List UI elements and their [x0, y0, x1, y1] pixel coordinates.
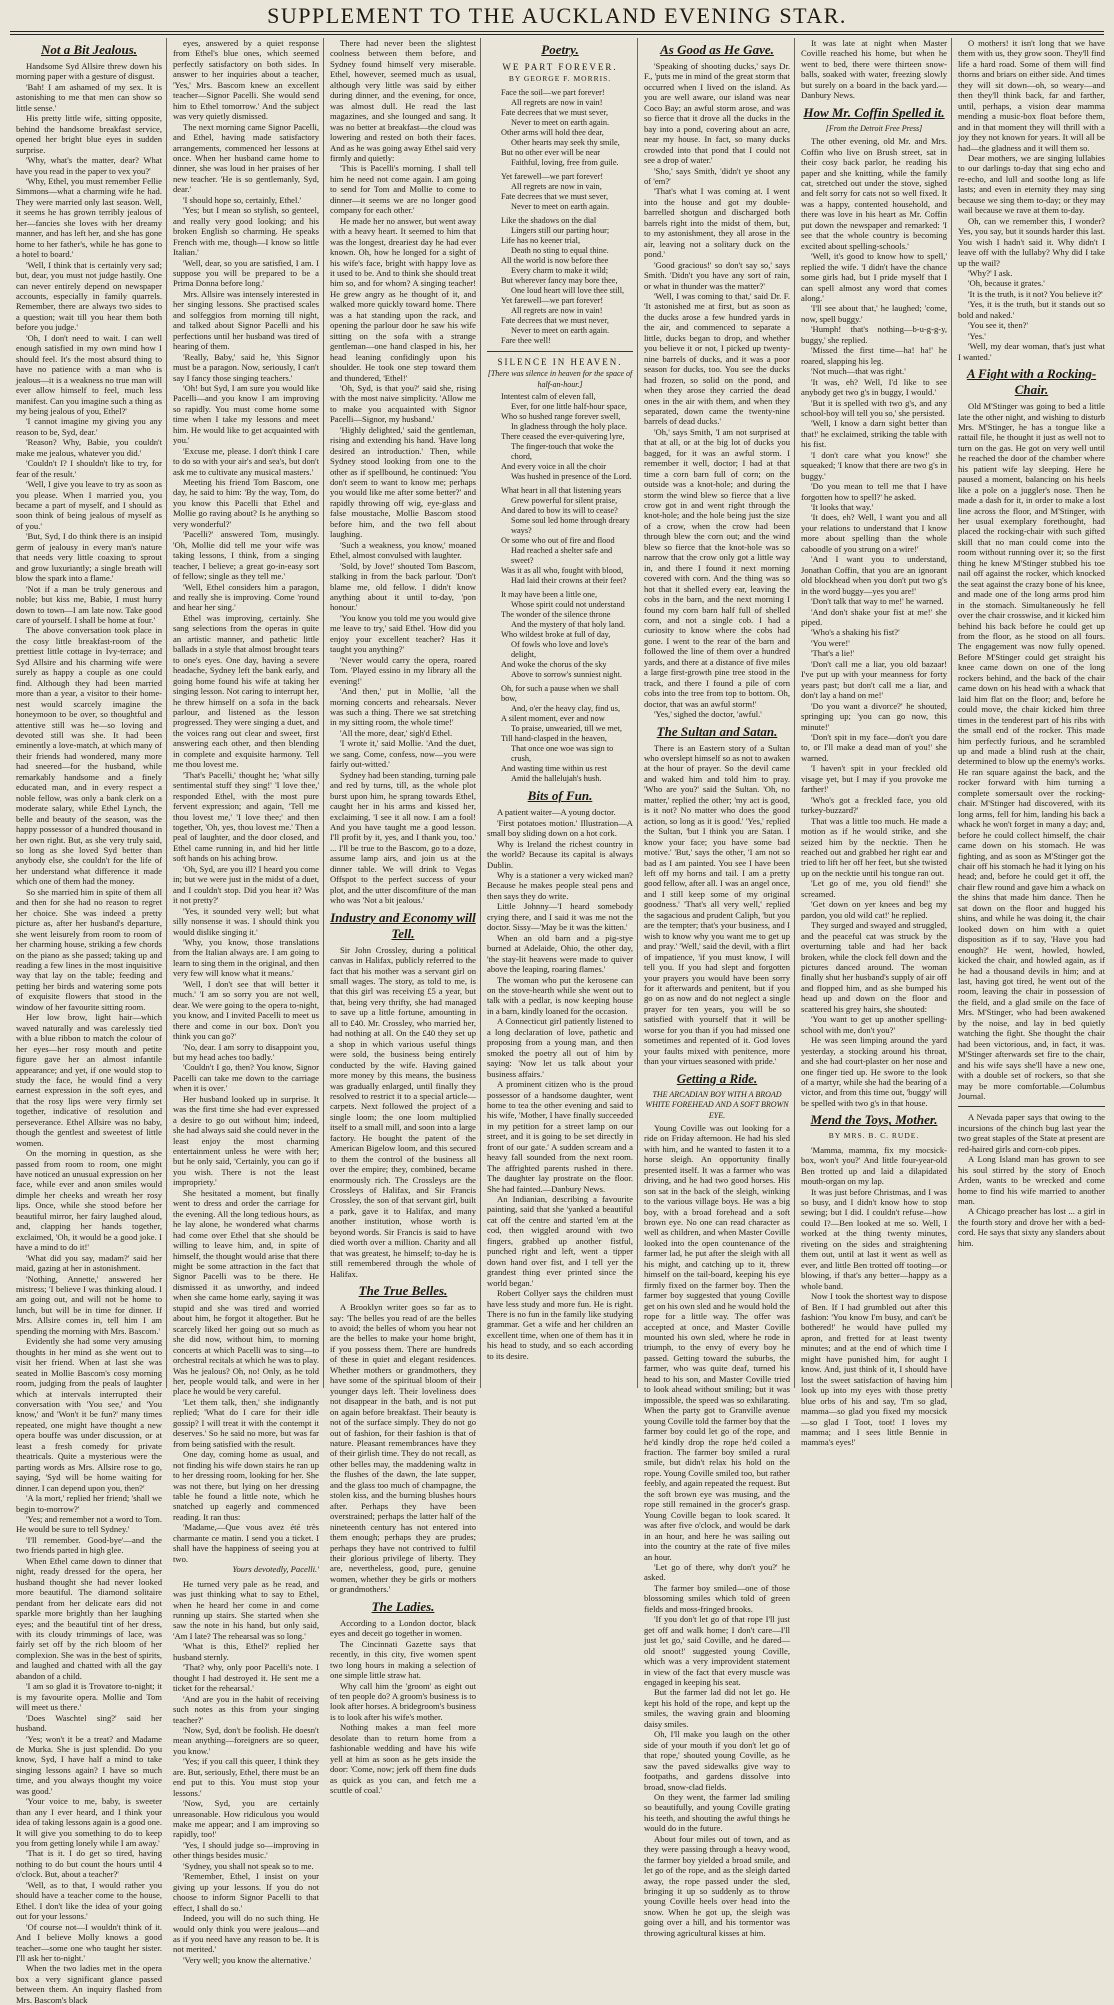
masthead-rule — [10, 31, 1104, 35]
article-paragraph: 'Well, I give you leave to try as soon as you please. When I married you, you became a part of myself, and I should as soon think of being jealous of myself as of you.' — [16, 479, 162, 531]
poem-line: All regrets are now in vain! — [511, 97, 603, 107]
poem-line: And the mystery of that holy land. — [511, 620, 626, 630]
article-paragraph: 'And then,' put in Mollie, 'all the morning concerts and rehearsals. Never was such a thing. There we sat stretching in my sitting room, the whole time!' — [330, 686, 476, 728]
article-paragraph: 'Never would carry the opera, roared Tom. 'Played essino in my library all the evening!' — [330, 654, 476, 686]
section-rule — [487, 351, 633, 352]
article-paragraph: 'I don't care what you know!' she squeaked; 'I know that there are two g's in buggy.' — [801, 449, 947, 481]
poem-line: Fare thee well! — [501, 335, 551, 345]
article-paragraph: 'Oh, because it grates.' — [968, 278, 1045, 289]
article-paragraph: Sydney had been standing, turning pale and red by turns, till, as the whole plot burst upon him, he sprang towards Ethel, caught her in his arms and kissed her, exclaiming, 'I see it all now. I am a fool! And you have taught me a good lesson. I'll profit by it, yes, and I thank you, too.' ... I'll be true to the Bascom, go to a doze, assume lamp airs, and join us at the dinner table. We will drink to Vegas Offspot to the perfect success of your plot, and the utter discomfiture of the man who was 'Not a bit jealous.' — [330, 769, 476, 906]
poem-line: Was hushed in presence of the Lord. — [511, 472, 632, 482]
article-paragraph: 'First potatoes motion.' Illustration—A small boy sliding down on a hot cork. — [487, 817, 633, 839]
article-paragraph: 'Very well; you know the alternative.' — [183, 1954, 312, 1965]
article-paragraph: 'Excuse me, please. I don't think I care to do so with your air's and sea's, but don't ask me to cultivate any musical masters.' — [173, 445, 319, 477]
poem-line: All regrets are now in vain, — [511, 181, 602, 191]
article-paragraph: 'That? why, only poor Pacelli's note. I thought I had destroyed it. He sent me a ticket for the rehearsal.' — [173, 1662, 319, 1694]
article-paragraph: He was seen limping around the yard yesterday, a stocking around his throat, and she had court-plaster on her nose and one finger tied up. He swore to the look of a martyr, while she had the bearing of a victor, and from this time out, 'buggy' will be spelled with two g's in that house. — [801, 1035, 947, 1108]
poem-line: Other arms will hold thee dear, — [501, 127, 604, 137]
poem-stanza — [487, 216, 633, 346]
poem-line: Intentest calm of eleven fall, — [501, 392, 596, 402]
poem-line: Till hand-clasped in the heaven, — [501, 734, 607, 744]
article-paragraph: 'Not much—that was right.' — [811, 366, 906, 377]
article-paragraph: Mrs. Allsire was intensely interested in her singing lessons. She practised scales and solfeggios from morning till night, and talked about Signor Pacelli and his perfections until her husband was tired of hearing of them. — [173, 288, 319, 352]
article-paragraph: 'Well, I know a darn sight better than that!' he exclaimed, striking the table with his fist. — [801, 418, 947, 450]
article-paragraph: The woman who put the kerosene can on the stove-hearth while she went out to talk with a pedlar, is now keeping house in a barn, kindly loaned for the occasion. — [487, 974, 633, 1016]
columns — [12, 38, 1110, 2005]
article-heading: How Mr. Coffin Spelled it. — [803, 104, 945, 120]
article-paragraph: 'Why, what's the matter, dear? What have you read in the paper to vex you?' — [16, 155, 162, 176]
article-paragraph: 'Yes.' — [968, 330, 986, 341]
article-paragraph: 'I am so glad it is Trovatore to-night; it is my favourite opera. Mollie and Tom will meet us there.' — [16, 1681, 162, 1713]
article-heading: Poetry. — [541, 42, 579, 57]
article-paragraph: 'That's Pacelli,' thought he; 'what silly sentimental stuff they sing!' 'I love thee,' responded Ethel, with the most pure fervent expression; and again, 'Tell me thou lovest me,' 'I love thee;' and then together, 'Oh, yes, thou lovest me.' Then a peal of laughter, and the door closed, and Ethel came running in, and hid her little soft hands on his aching brow. — [173, 769, 319, 864]
poem-line: Death no sting to equal thine. — [511, 245, 609, 255]
article-paragraph: 'Don't talk that way to me!' he warned. — [811, 596, 944, 607]
article-paragraph: Old M'Stinger was going to bed a little late the other night, and wishing to disturb Mrs. M'Stinger, he has a tongue like a rattail file, he thought it just as well not to turn on the gas. He got on very well until he reached the door of the chamber where his patient wife lay sleeping. Here he paused a moment, balancing on his heels like a pole on a juggler's nose. Then he made a dash for it, in order to make a lost line across the floor, and M'Stinger, with her usual exemplary forethought, had placed the rocking-chair with such gifted skill that no man could come into the room without running over it; so the first thing he knew M'Stinger stubbed his toe nail off against the rocker, which knocked the seat against the crazy bone of his knee, and made one of the long arms prod him in the stomach. Simultaneously he fell over the chair crosswise, and it kicked him behind his back before he could get up from the floor, as he stood on all fours. The engagement was now fully opened. Before M'Stinger could get straight his knee came down on one of the long rockers behind, and the back of the chair came down on his head with a whack that laid him flat on the floor; and, before he could move, the chair kicked him three times in the tenderest part of his ribs with the small end of the rocker. This made him perfectly furious, and he scrambled up and made a blind rush at the chair, determined to blow up the enemy's works. He ran square against the back, and the rocker forward with him turning a complete somersault over the rocking-chair. M'Stinger had discovered, with its long arms, fell for him, landing his back a whack he won't forget in many a day; and, before he could collect himself, the chair came down on his stomach. He was fighting, and as soon as M'Stinger got the chair off his stomach he had it lying on his head; and, before he could get it off, the chair flew round and gave him a whack on the shins that made him dance. Then he sat down on the floor and hugged his shins, and while he was doing it, the chair looked down on him with a quiet disposition as if to say, 'Have you had enough?' He went, howled, howled, kicked the chair, and howled again, as if he had a thousand devils in him; and at last, having got tired, he went out of the room, leaving the chair in possession of the field, and a glad smile on the face of Mrs. M'Stinger, who had been awakened by the noise, and lay in bed quietly watching the fight. She thought the chair had been victorious, and, in fact, it was. M'Stinger afterwards set fire to the chair, and his wife says she'll have a new one, with a double set of rockers, so that she may be more comfortable.—Columbus Journal. — [958, 401, 1106, 1101]
article-paragraph: 'What did you say, madam?' said her maid, gazing at her in astonishment. — [16, 1252, 162, 1274]
article-paragraph: 'Don't call me a liar, you old bazaar! I've put up with your meanness for forty years past; but don't call me a liar, and don't lay a hand on me!' — [801, 658, 947, 701]
poem-line: Above to sorrow's sunniest night. — [511, 670, 622, 680]
article-paragraph: A prominent citizen who is the proud possessor of a handsome daughter, went home to tea the other evening and said to his wife, 'Mother, I have finally succeeded in my petition for a street lamp on our street, and it is going to be set directly in front of our gate.' A sudden scream and a heavy fall sounded from the next room. The affrighted parents rushed in there. The daughter lay prostrate on the floor. She had fainted.—Danbury News. — [487, 1079, 633, 1194]
article-paragraph: Why call him the 'groom' as eight out of ten people do? A groom's business is to look after horses. A bridegroom's business is to look after his wife's mother. — [330, 1680, 476, 1722]
article-paragraph: When Ethel came down to dinner that night, ready dressed for the opera, her husband thought she had never looked more beautiful. The diamond solitaire pendant from her delicate ears did not sparkle more brightly than her laughing eyes; and the beautiful tint of her dress, with its cloudy trimmings of lace, was fairly set off by the rich bloom of her complexion. She was in the best of spirits, and laughed and chatted with all the gay abandon of a child. — [16, 1555, 162, 1681]
article-paragraph: 'Good gracious!' so don't say so,' says Smith. 'Didn't you have any sort of rain, or what in thunder was the matter?' — [644, 259, 790, 291]
poem-line: Yet farewell—we part forever! — [501, 295, 604, 305]
article-paragraph: 'You want to get up another spelling-school with me, don't you?' — [801, 1014, 947, 1035]
column-7 — [954, 38, 1109, 1388]
article-paragraph: 'If you don't let go of that rope I'll just get off and walk home; I don't care—I'll just let go,' said Coville, and he dared—old snoot!' suggested young Coville, which was a very improvident statement in view of the fact that every muscle was engaged in keeping his seat. — [644, 1614, 790, 1687]
article-paragraph: About four miles out of town, and as they were passing through a heavy wood, the farmer boy yielded a broad smile, and let go of the rope, and as the sleigh darted away, the rope passed under the sled, bringing it up so suddenly as to throw young Coville heels over head into the snow. When he got up, the sleigh was going over a hill, and his tormentor was throwing agricultural kisses at him. — [644, 1833, 790, 1938]
article-paragraph: 'Sho,' says Smith, 'didn't ye shoot any of 'em?' — [644, 165, 790, 186]
poem-line: Yet farewell—we part forever! — [501, 171, 604, 181]
byline: BY GEORGE F. MORRIS. — [508, 74, 612, 84]
article-paragraph: 'Yes; but I mean so stylish, so genteel, and really very good looking; and his broken English so charming. He speaks French with me, though—I know so little Italian.' — [173, 205, 319, 258]
article-paragraph: Why is a stationer a very wicked man? Because he makes people steal pens and then says they do write. — [487, 869, 633, 901]
article-paragraph: A Nevada paper says that owing to the incursions of the chinch bug last year the two great staples of the State at present are red-haired girls and corn-cob pipes. — [958, 1112, 1105, 1154]
article-paragraph: His pretty little wife, sitting opposite, behind the handsome breakfast service, opened her bright blue eyes in sudden surprise. — [16, 113, 162, 155]
poem-line: Or some who out of fire and flood — [501, 536, 615, 546]
article-paragraph: 'Pacelli?' answered Tom, musingly. 'Oh, Mollie did tell me your wife was taking lessons, I think, from a singing teacher, I believe; a great go-in-easy sort of fellow; single as they tell me.' — [173, 529, 319, 582]
article-paragraph: On they went, the farmer lad smiling so beautifully, and young Coville grating his teeth, and shouting the awful things he would do in the future. — [644, 1791, 790, 1834]
section-rule — [958, 1106, 1105, 1107]
article-paragraph: 'Speaking of shooting ducks,' says Dr. F., 'puts me in mind of the great storm that occurred when I lived on the island. As you are well aware, our island was near Coco Bay; an awful storm arose, and was so fierce that it drove all the ducks in the bay into a pond, covering about an acre, near my house. In fact, so many ducks crowded into that pond that I could not see a drop of water.' — [644, 61, 790, 166]
article-paragraph: Evidently she had some very amusing thoughts in her mind as she went out to visit her friend. When at last she was seated in Mollie Bascom's cosy morning room, judging from the peals of laughter which at intervals interrupted their conversation with 'You see,' and 'You know,' and 'Won't it be fun?' many times repeated, one might have thought a new opera bouffe was under discussion, or at least a fresh comedy for private theatricals. Quite a mysterious were the parting words as Mrs. Allsire rose to go, saying, 'Syd will be home waiting for dinner. I can depend upon you, then?' — [16, 1336, 162, 1493]
article-paragraph: 'Well, my dear woman, that's just what I wanted.' — [958, 341, 1105, 362]
article-paragraph: 'A la mort,' replied her friend; 'shall we begin to-morrow?' — [16, 1493, 162, 1514]
poem-line: What heart in all that listening years — [501, 486, 622, 496]
poem-line: Oh, for such a pause when we shall bow, — [501, 684, 619, 704]
article-paragraph: Young Coville was out looking for a ride on Friday afternoon. He had his sled with him, and he wanted to fasten it to a horse sleigh. An opportunity finally presented itself. It was a farmer who was driving, and he had two good horses. His son sat in the back of the sleigh, winking to the various village boys. He was a big boy, with a broad forehead and a soft brown eye. No one can read character as well as children, and when Master Coville looked into the open countenance of the farmer lad, he put after the sleigh with all his might, and catching up to it, threw himself on the tail-board, keeping his eye firmly fixed on the farmer boy. Then the farmer boy suggested that young Coville get on his own sled and he would hold the rope for a little way. The offer was accepted at once, and Master Coville mounted his own sled, where he rode in triumph, to the envy of every boy he passed. Getting toward the suburbs, the farmer, who was quite deaf, turned his head to his son, and Master Coville tried to look ahead without smiling; but it was impossible, the speed was so exhilarating. When the party got to Granville avenue young Coville told the farmer boy that the farmer boy could let go of the rope, and he'd kindly drop the rope he'd coiled a fraction. The farmer boy smiled a rural smile, but didn't relax his hold on the rope. Young Coville smiled too, but rather feebly, and again repeated the request. But the soft brown eye was musing, and the rope still remained in the grocer's grasp. Young Coville began to look scared. It was after five o'clock, and would be dark in an hour, and here he was sailing out into the country at the rate of five miles an hour. — [644, 1122, 790, 1562]
article-heading: As Good as He Gave. — [660, 42, 774, 57]
poem-line: Some soul led home through dreary ways? — [511, 516, 630, 536]
column-4 — [483, 38, 638, 1388]
poem-line: But wherever fancy may bore thee, — [501, 275, 618, 285]
article-heading: Getting a Ride. — [676, 1070, 758, 1086]
article-paragraph: 'Let go of there, why don't you?' he asked. — [644, 1561, 790, 1583]
poem-line: Grew powerful for silent praise, — [511, 496, 618, 506]
poem-title: SILENCE IN HEAVEN. — [497, 356, 623, 367]
poem-line: Faithful, loving, free from guile. — [511, 157, 619, 167]
article-paragraph: 'I'll remember. Good-bye'—and the two friends parted in high glee. — [16, 1534, 162, 1556]
article-paragraph: 'It does, eh? Well, I want you and all your relations to understand that I know more about spelling than the whole caboodle of you strung on a wire!' — [801, 512, 947, 554]
article-paragraph: 'Yes; if you call this queer, I think they are. But, seriously, Ethel, there must be an end put to this. You must stop your lessons.' — [173, 1756, 319, 1798]
poem-stanza — [487, 684, 633, 784]
article-heading: Bits of Fun. — [527, 788, 593, 804]
article-paragraph: 'Sydney, you shall not speak so to me. — [183, 1860, 314, 1871]
article-paragraph: 'I'll see about that,' he laughed; 'come, now, spell buggy.' — [801, 303, 947, 324]
poem-line: Amid the hallelujah's hush. — [511, 774, 602, 784]
article-paragraph: 'Well, I was coming to that,' said Dr. F. 'It astonished me at first, but as soon as the ducks arose a few hundred yards in the air, and commenced to separate a little, ducks began to drop, and whether you believe it or not, I picked up twenty-nine barrels of ducks, and it was a poor season for ducks, too. You see the ducks had frozen, so solid on the pond, and when they arose they carried the dead ones in the air with them, and when they separated, down came the twenty-nine barrels of dead ducks.' — [644, 290, 790, 427]
article-paragraph: 'Yes; won't it be a treat? and Madame de Murka. She is just splendid. Do you know, Syd, I have half a mind to take singing lessons again? I have so much time, and you always thought my voice was good.' — [16, 1733, 162, 1796]
poem-line: Who wildest broke at full of day, — [501, 630, 611, 640]
article-heading: Industry and Economy will Tell. — [330, 909, 476, 941]
poem-line: Whose spirit could not understand — [511, 600, 625, 610]
article-paragraph: Handsome Syd Allsire threw down his morning paper with a gesture of disgust. — [16, 61, 162, 82]
article-paragraph: 'But it is spelled with two g's, and any school-boy will tell you so,' she persisted. — [801, 397, 947, 418]
article-paragraph: A patient waiter—A young doctor. — [497, 807, 616, 818]
poem-line: The finger-touch that woke the chord, — [511, 442, 614, 462]
article-paragraph: That was a little too much. He made a motion as if he would strike, and she seized him by the necktie. Then he reached out and grabbed her right ear and tried to lift her off her feet, but she twisted up on the necktie until his tongue ran out. — [801, 815, 947, 878]
article-paragraph: 'Well, it's good to know how to spell,' replied the wife. 'I didn't have the chance some girls had, but I pride myself that I can spell almost any word that comes along.' — [801, 251, 947, 303]
article-paragraph: There is an Eastern story of a Sultan who overslept himself so as not to awaken at the hour of prayer. So the devil came and waked him and told him to pray. 'Who are you?' said the Sultan. 'Oh, no matter,' replied the other; 'my act is good, is it not? No matter who does the good action, so long as it is good.' 'Yes,' replied the Sultan, 'but I think you are Satan. I know your face; you have some bad motive.' 'But,' says the other, 'I am not so bad as I am painted. You see I have been left off my horns and tail. I am a pretty good fellow, after all. I was an angel once, and I still keep some of my original goodness.' 'That's all very well,' replied the sagacious and prudent Caliph, 'but you are the tempter; that's your business, and I wish to know why you want me to get up and pray.' 'Well,' said the devil, with a flirt of impatience, 'if you must know, I will tell you. If you had slept and forgotten your prayers you would have been sorry for it afterwards and penitent, but if you go on as now and do not neglect a single prayer for ten years, you will be so satisfied with yourself that it will be worse for you than if you had missed one sometimes and repented of it. God loves your faults mixed with penitence, more than your virtues seasoned with pride.' — [644, 742, 790, 1067]
poem-line: One loud heart will love thee still, — [511, 285, 625, 295]
article-paragraph: 'Humph! that's nothing—b-u-g-g-y, buggy,' she replied. — [801, 324, 947, 345]
poem-line: All the world is now before thee — [501, 255, 609, 265]
article-paragraph: 'Of course not—I wouldn't think of it. And I believe Molly knows a good teacher—some one who taught her sister. I'll ask her to-night.' — [16, 1921, 162, 1964]
article-paragraph: Oh, I'll make you laugh on the other side of your mouth if you don't let go of that rope,' shouted young Coville, as he saw the paved sidewalks give way to footpaths, and gardens dissolve into broad, snow-clad fields. — [644, 1729, 790, 1792]
poem-line: And wasting time within us rest — [501, 764, 607, 774]
article-paragraph: 'Well, as to that, I would rather you should have a teacher come to the house, Ethel. I don't like the idea of your going out for your lessons.' — [16, 1879, 162, 1922]
article-paragraph: 'This is Pacelli's morning. I shall tell him he need not come again. I am going to send for Tom and Mollie to come to dinner—it seems we are no longer good company for each other.' — [330, 163, 476, 216]
signature-line: Yours devotedly, Pacelli.' — [232, 1564, 319, 1575]
article-paragraph: 'Get down on yer knees and beg my pardon, you old wild cat!' he replied. — [801, 899, 947, 920]
article-paragraph: 'I haven't spit in your freckled old visage yet, but I may if you provoke me farther!' — [801, 763, 947, 795]
poem-line: That once one woe was sign to crush, — [511, 744, 614, 764]
article-paragraph: 'Madame,—Que vous avez été très charmante ce matin. I send you a ticket. I shall have the happiness of seeing you at two. — [173, 1522, 319, 1564]
article-paragraph: eyes, answered by a quiet response from Ethel's blue ones, which seemed perfectly satisfactory on both sides. In answer to her inquiries about a teacher, 'Yes,' Mrs. Bascom knew an excellent teacher—Signor Pacelli. She would send him to Ethel tomorrow.' And the subject was very quietly dismissed. — [173, 38, 319, 122]
article-paragraph: 'I cannot imagine my giving you any reason to be, Syd, dear.' — [16, 416, 162, 437]
article-paragraph: But the farmer lad did not let go. He kept his hold of the rope, and kept up the smiles, the waving grain and blooming daisy smiles. — [644, 1687, 790, 1729]
article-paragraph: He turned very pale as he read, and was just thinking what to say to Ethel, when he heard her come in and come running up stairs. She started when she saw the note in his hand, but only said, 'Am I late? The rehearsal was so long.' — [173, 1578, 319, 1641]
poem-line: In gladness through the holy place. — [511, 422, 628, 432]
article-paragraph: 'Why?' I ask. — [968, 267, 1013, 278]
article-paragraph: O mothers! it isn't long that we have them with us, they grow soon. They'll find life a hard road. Some of them will find thorns and briars on either side. And times they will sit down—oh, so weary—and then they'll think back, far and farther, until, perhaps, a vision dear mamma mending a music-box float before them, and in that moment they will thrill with a joy they not known for years. It will all be had—the gladness and it will them so. — [958, 38, 1105, 153]
article-paragraph: 'Let them talk, then,' she indignantly replied; 'What do I care for their idle gossip? I will treat it with the contempt it deserves.' So he said no more, but was far from being satisfied with the result. — [173, 1396, 319, 1449]
article-paragraph: There had never been the slightest coolness between them before, and Sydney found himself very miserable. Ethel, however, seemed much as usual, although very little was said by either during dinner, and the evening, for once, was almost dull. He read the last magazines, and she lounged and sang. It was no better at breakfast—the cloud was lowering and rested on both their faces. And as he was going away Ethel said very firmly and quietly: — [330, 38, 476, 163]
article-paragraph: 'Remember, Ethel, I insist on your giving up your lessons. If you do not choose to inform Signor Pacelli to that effect, I shall do so.' — [173, 1871, 319, 1913]
poem — [487, 88, 633, 346]
byline: BY MRS. B. C. RUDE. — [828, 1131, 920, 1141]
poem-line: Fate decrees that we must sever, — [501, 107, 609, 117]
poem-line: Ever, for one little half-hour space, — [511, 402, 628, 412]
subheading: THE ARCADIAN BOY WITH A BROAD WHITE FOREHEAD AND A SOFT BROWN EYE. — [645, 1089, 789, 1120]
article-paragraph: When the two ladies met in the opera box a very significant glance passed between them. An inquiry flashed from Mrs. Bascom's black — [16, 1963, 162, 2005]
article-paragraph: 'Who's a shaking his fist?' — [811, 627, 900, 638]
article-paragraph: When an old barn and a pig-stye burned at Adelaide, Ohio, the other day, 'the stay-lit heavens were made to quiver above the leaping, roaring flames.' — [487, 932, 633, 975]
article-paragraph: 'Well, dear, so you are satisfied, I am. I suppose you will be prepared to be a Prima Donna before long.' — [173, 257, 319, 289]
article-paragraph: 'Your voice to me, baby, is sweeter than any I ever heard, and I think your idea of taking lessons again is a good one. It will give you something to do to keep you from getting lonely while I am away.' — [16, 1796, 162, 1849]
article-paragraph: 'Don't spit in my face—don't you dare to, or I'll make a dead man of you!' she warned. — [801, 732, 947, 763]
article-heading: The Ladies. — [371, 1598, 435, 1614]
poem-line: And every voice in all the choir — [501, 462, 607, 472]
article-paragraph: 'No, dear. I am sorry to disappoint you, but my head aches too badly.' — [173, 1041, 319, 1062]
article-paragraph: On the morning in question, as she passed from room to room, one might have noticed an unusual expression on her face, while ever and anon smiles would dimple her cheeks and wreath her rosy lips. Once, while she stood before her beautiful mirror, her fairy laughed aloud, and, clapping her hands together, exclaimed, 'Oh, it would be a good joke. I have a mind to do it!' — [16, 1148, 162, 1253]
article-paragraph: 'Yes; and remember not a word to Tom. He would be sure to tell Sydney.' — [16, 1513, 162, 1535]
poem-line: To praise, unwearied, till we met, — [511, 724, 622, 734]
article-paragraph: Meeting his friend Tom Bascom, one day, he said to him: 'By the way, Tom, do you know this Pacelli that Ethel and Mollie go raving about? Is he anything so very wonderful?' — [173, 477, 319, 529]
article-paragraph: They surged and swayed and struggled, and the peaceful cat was struck by the overturning table and had her back broken, while the clock fell down and the pictures danced around. The woman finally shut her husband's supply of air off and flopped him, and as she bumped his head up and down on the floor and scattered his grey hairs, she shouted: — [801, 920, 947, 1014]
article-paragraph: 'Yes, I should judge so—improving in other things besides music.' — [173, 1839, 319, 1861]
article-paragraph: Little Johnny—'I heard somebody crying there, and I said it was me not the doctor. Sissy—'May be it was the kitten.' — [487, 901, 633, 933]
poem-stanza — [487, 486, 633, 586]
article-paragraph: 'I wrote it,' said Mollie. 'And the duet, we sang. Come, confess, now—you were fairly out-witted.' — [330, 738, 476, 770]
article-paragraph: 'Oh,' says Smith, 'I am not surprised at that at all, or at the big lot of ducks you bagged, for it was an awful storm. I remember it well, doctor; I had at that time a corn barn full of corn; on the outside was a knot-hole; and during the storm the wind blew so fierce that a live crow got in and went right through the knot-hole; and the hole being just the size of a crow, when the crow had been through blew the corn out; and the wind blew so fierce that the knot-hole was so narrow that the crow only got a little way in, and there I found it next morning covered with corn. And the thing was so hot that it shelled every ear, leaving the cobs in the barn, and the next morning I found my corn barn half full of shelled corn, and not a single cob. I had a curiosity to know where the cobs had gone. I went to the rear of the barn and followed the line of them over a hundred yards, and there at a distance of five miles a large first-growth pine tree stood in the track, and there I found a pile of corn cobs into the tree from top to bottom. Oh, doctor, that was an awful storm!' — [644, 426, 790, 709]
poem — [487, 392, 633, 784]
column-5 — [640, 38, 795, 1938]
article-paragraph: She hesitated a moment, but finally went to dress and order the carriage for the evening. All the long tedious hours, as he lay alone, he wondered what charms had come over Ethel that she should be willing to leave him, and, in spite of himself, the thought would arise that there might be some attraction in the fact that Signor Pacelli was to be there. He dismissed it as unworthy, and indeed when she came home early, saying it was stupid and she was tired and worried about him, he forgot it altogether. But he scarcely liked her going out so much as she did now, without him, to morning concerts at which Pacelli was to sing—to orchestral recitals at which he was to play. Was he jealous? Oh, no! Only, as he told her, people would talk, and were in her place he would be very careful. — [173, 1187, 319, 1397]
poem-line: Of fowls who love and love's delight, — [511, 640, 609, 660]
article-paragraph: The next morning came Signor Pacelli, and Ethel, having made satisfactory arrangements, commenced her lessons at once. When her husband came home to dinner, she was loud in her praises of her new teacher. 'He is so gentlemanly, Syd, dear.' — [173, 121, 319, 195]
article-paragraph: 'And I want you to understand, Jonathan Coffin, that you are an ignorant old blockhead when you don't put two g's in the word buggy—yes you are!' — [801, 554, 947, 596]
article-paragraph: 'Highly delighted,' said the gentleman, rising and extending his hand. 'Have long desired an introduction.' Then, while Sydney stood looking from one to the other as if spellbound, he continued: 'You don't seem to want to know me; perhaps you would like me after some better?' and rapidly throwing off wig, eye-glass and false moustache, Mollie Bascom stood before him, and the two fell about laughing. — [330, 424, 476, 540]
poem-stanza — [487, 172, 633, 212]
column-1 — [12, 38, 167, 2005]
article-heading: The Sultan and Satan. — [656, 723, 778, 739]
article-paragraph: 'That is it. I do get so tired, having nothing to do but count the hours until 4 o'clock. But, about a teacher?' — [16, 1848, 162, 1880]
poem-line: And, o'er the heavy clay, find us, — [511, 704, 621, 714]
poem-line: And dared to bow its will to cease? — [501, 506, 618, 516]
column-6 — [797, 38, 952, 1448]
article-paragraph: 'Why, Ethel, you must remember Fellie Simmons—what a charming wife he had. They were married only last season. Well, it seems he has grown terribly jealous of her—fancies she loves with her dreamy manner, and has left her, and she has gone home to her father's, while he has gone to a hotel to board.' — [16, 175, 162, 260]
article-paragraph: 'Now, Syd, don't be foolish. He doesn't mean anything—foreigners are so queer, you know.' — [173, 1724, 319, 1756]
article-paragraph: Dear mothers, we are singing lullabies to our darlings to-day that sing echo and re-echo, and lull and soothe long as life lasts; and even in eternity they may sing because we sing them to-day; or they may wail because we rave at them to-day. — [958, 152, 1105, 216]
article-paragraph: A Connecticut girl patiently listened to a long declaration of love, pathetic and proposing from a young man, and then smoked the poetry all out of him by saying: 'Now let us talk about your business affairs.' — [487, 1016, 633, 1079]
article-paragraph: 'Well, Ethel considers him a paragon, and really she is improving. Come 'round and hear her sing.' — [173, 581, 319, 613]
article-paragraph: 'Couldn't I go, then? You know, Signor Pacelli can take me down to the carriage when it is over.' — [173, 1062, 319, 1094]
article-paragraph: 'Such a weakness, you know,' moaned Ethel, almost convulsed with laughter. — [330, 539, 476, 561]
poem-title: WE PART FOREVER. — [502, 62, 618, 72]
article-paragraph: 'You know you told me you would give me leave to try,' said Ethel. 'How did you enjoy your excellent teacher? Has it taught you anything?' — [330, 612, 476, 655]
article-paragraph: 'What is this, Ethel?' replied her husband sternly. — [173, 1641, 319, 1662]
column-2 — [169, 38, 324, 1965]
poem-line: Every charm to make it wild; — [511, 265, 608, 275]
article-paragraph: 'Let go of me, you old fiend!' she screamed. — [801, 878, 947, 899]
article-paragraph: The Cincinnati Gazette says that recently, in this city, five women spent two long hours in making a selection of one simple little straw hat. — [330, 1638, 476, 1681]
article-paragraph: Her husband looked up in surprise. It was the first time she had ever expressed a desire to go out without him; indeed, she had always said she could never in the least enjoy the most charming entertainment unless he were with her; but he only said, 'Certainly, you can go if you wish. There is not the least impropriety.' — [173, 1093, 319, 1188]
article-paragraph: 'It is the truth, is it not? You believe it?' — [968, 288, 1103, 299]
poem-line: Life has no keener trial, — [501, 235, 581, 245]
article-paragraph: 'All the more, dear,' sigh'd Ethel. — [340, 727, 453, 738]
masthead: SUPPLEMENT TO THE AUCKLAND EVENING STAR. — [267, 3, 847, 28]
article-paragraph: 'Oh, Syd, are you ill? I heard you come in; but we were just in the midst of a duet, and I couldn't stop. Did you hear it? Was it not pretty?' — [173, 863, 319, 906]
article-paragraph: 'Bah! I am ashamed of my sex. It is astonishing to me that men can show so little sense.' — [16, 81, 162, 113]
article-paragraph: One day, coming home as usual, and not finding his wife down stairs he ran up to her dressing room, looking for her. She was not there, but lying on her dressing table he found a little note, which he snatched up eagerly and commenced reading. It ran thus: — [173, 1449, 319, 1522]
poem-line: Fate decrees that we must never, — [501, 315, 609, 325]
article-paragraph: Her low brow, light hair—which waved naturally and was carelessly tied with a blue ribbon to match the colour of her eyes—her rosy mouth and petite figure gave her an almost infantile appearance; and yet, if one would stop to study the face, he would find a very earnest expression in the soft eyes, and that the rosy lips were very firmly set together, indicative of resolution and perseverance. Ethel Allsire was no baby, though the gentlest and sweetest of little women. — [16, 1012, 162, 1148]
article-paragraph: He made her no answer, but went away with a heavy heart. It seemed to him that was the longest, dreariest day he had ever known. Oh, how he longed for a sight of his wife's face, bright with happy love as it used to be. And to think she should treat him so, and for whom? A singing teacher! He grew angry as he thought of it, and walked more quickly toward home. There was a hat standing upon the rack, and opening the parlour door he saw his wife sitting on the sofa with a strange gentleman—one hand clasped in his, her head leaning confidingly upon his shoulder. He took one step toward them and thundered, 'Ethel!' — [330, 215, 476, 383]
article-paragraph: An Indianian, describing a favourite painting, said that she 'yanked a beautiful cat off the centre and started 'em at the cod, then wiggled around with two fingers, grabbed up another fistful, punched right and left, went a tipper down hand over fist, and I tell yer the grandest thing ever printed since the world began.' — [487, 1194, 633, 1288]
article-paragraph: A Long Island man has grown to see his soul stirred by the story of Enoch Arden, wants to be wrecked and come home to find his wife married to another man. — [958, 1154, 1105, 1207]
article-paragraph: 'And don't shake your fist at me!' she piped. — [801, 606, 947, 628]
article-paragraph: 'Oh, I don't need to wait. I can well enough satisfied in my own mind how I should feel. It's the most absurd thing to have no patience with a man who is jealous—it is a weakness no true man will ever allow himself to feel, much less manifest. Can you imagine such a thing as my being jealous of you, Ethel?' — [16, 332, 162, 416]
poem-line: It may have been a little one, — [501, 590, 598, 600]
article-paragraph: 'And are you in the habit of receiving such notes as this from your singing teacher?' — [173, 1693, 319, 1725]
article-paragraph: 'Yes, it is the truth, but it stands out so bold and naked.' — [958, 299, 1105, 320]
article-paragraph: 'Yes,' sighed the doctor, 'awful.' — [654, 709, 762, 720]
article-paragraph: 'Why, you know, those translations from the Italian always are. I am going to learn to sing them in the original, and then very few will know what it means.' — [173, 936, 319, 979]
article-heading: The True Belles. — [358, 1283, 448, 1299]
article-paragraph: 'It looks that way.' — [811, 502, 874, 513]
article-paragraph: Why is Ireland the richest country in the world? Because its capital is always Dublin. — [487, 838, 633, 870]
article-paragraph: 'Not if a man be truly generous and noble; but kiss me, Babie, I must hurry down to town—I am late now. Take good care of yourself. I shall be home at four.' — [16, 583, 162, 626]
article-paragraph: 'Now, Syd, you are certainly unreasonable. How ridiculous you would make me appear; and I am improving so rapidly, too!' — [173, 1798, 319, 1840]
article-paragraph: 'Couldn't I? I shouldn't like to try, for fear of the result.' — [16, 458, 162, 479]
article-paragraph: Robert Collyer says the children must have less study and more fun. He is right. There is no fun in the family like studying grammar. Get a wife and her children an excellent time, when one of them has it in his head to study, and so each according to its desire. — [487, 1288, 633, 1361]
article-paragraph: Sir John Crossley, during a political canvas in Halifax, publicly referred to the fact that his mother was a servant girl on small wages. The story, as told to me, is that this girl was receiving £5 a year, but that, being very thrifty, she had managed to save up a little fortune, amounting in all to £40. Mr. Crossley, who married her, had nothing at all. On the £40 they set up a shop in which various useful things were sold, the business being entirely conducted by the wife. Having gained more money by this means, the business was gradually enlarged, until finally they resolved to restrict it to a special article—carpets. Next followed the project of a single loom; the one loom multiplied itself to a small mill, and soon into a large factory. He bought the patent of the American Bigelow loom, and this secured to them the control of the business all over the empire; they, combined, became enormously rich. The Crossleys are the Crossleys of Halifax, and Sir Francis Crossley, the son of that servant girl, built a park, gave it to Halifax, and many another institution, whose worth is beyond words. Sir Francis is said to have died worth over a million. Charity and all that was greatest, he himself; to-day he is still remembered through the whole of Halifax. — [330, 944, 476, 1279]
article-paragraph: 'Sold, by Jove!' shouted Tom Bascom, stalking in from the back parlour. 'Don't blame me, old fellow. I didn't know anything about it until to-day, 'pon honour.' — [330, 560, 476, 613]
article-heading: Mend the Toys, Mother. — [810, 1112, 938, 1128]
article-paragraph: 'You were!' — [811, 637, 850, 648]
article-paragraph: 'Nothing, Annette,' answered her mistress; 'I believe I was thinking aloud. I am going out, and will not be home to lunch, but will be in time for dinner. If Mrs. Allsire comes in, tell him I am spending the morning with Mrs. Bascom.' — [16, 1273, 162, 1336]
article-heading: Not a Bit Jealous. — [40, 42, 138, 57]
column-3 — [326, 38, 481, 1796]
poem-line: All regrets are now in vain! — [511, 305, 603, 315]
poem-line: But no other ever will be near — [501, 147, 601, 157]
article-paragraph: 'It was, eh? Well, I'd like to see anybody get two g's in buggy, I would.' — [801, 376, 947, 398]
poem-line: Had reached a shelter safe and sweet? — [511, 546, 613, 566]
poem-line: Never to meet on earth again. — [511, 117, 610, 127]
article-paragraph: Indeed, you will do no such thing. He would only think you were jealous—and as if you need have any reason to be. It is not merited.' — [173, 1913, 319, 1955]
poem-line: Face the soil—we part forever! — [501, 87, 605, 97]
poem-stanza — [487, 590, 633, 680]
poem-line: Other hearts may seek thy smile, — [511, 137, 620, 147]
article-paragraph: Nothing makes a man feel more desolate than to return home from a fashionable wedding and have his wife yell at him as soon as he gets inside the door: 'Come, now; jerk off them fine duds as quick as you can, and fetch me a scuttle of coal.' — [330, 1722, 476, 1796]
poem-line: A silent moment, ever and now — [501, 714, 605, 724]
article-paragraph: It was just before Christmas, and I was so busy, and I didn't know how to stop sewing; but I did. I couldn't refuse—how could I?—Ben looked at me so. Well, I worked at the thing twenty minutes, riveting on the sides and straightening them out, until at last it went as well as ever, and little Ben trotted off tooting—or blowing, if that's any better—happy as a whole band. — [801, 1186, 947, 1291]
article-paragraph: 'That's what I was coming at. I went into the house and got my double-barrelled shotgun and discharged both barrels right into the midst of them, but, to my astonishment, they all arose in the air, leaving not a solitary duck on the pond.' — [644, 186, 790, 260]
article-paragraph: It was late at night when Master Coville reached his home, but when he went to bed, there were thirteen snow-balls, soaked with water, freezing slowly but surely on a board in the back yard.—Danbury News. — [801, 38, 947, 101]
article-paragraph: 'I should hope so, certainly, Ethel.' — [183, 194, 302, 205]
article-paragraph: 'Oh, Syd, is that you?' said she, rising with the most naive simplicity. 'Allow me to make you acquainted with Signor Pacelli—Signor, my husband.' — [330, 382, 476, 425]
article-paragraph: 'Oh! but Syd, I am sure you would like Pacelli—and you know I am improving so rapidly. You must come home some time when I take my lessons and meet him. He would like to get acquainted with you.' — [173, 382, 319, 446]
poem-line: Fate decrees that we must sever, — [501, 191, 609, 201]
article-paragraph: 'Do you want a divorce?' he shouted, springing up; 'you can go now, this minute!' — [801, 700, 947, 732]
article-paragraph: 'Well, I don't see that will better it much.' 'I am so sorry you are not well, dear. We were going to the opera to-night, you know, and I invited Pacelli to meet us there and come in our box. Don't you think you can go?' — [173, 978, 319, 1042]
poem-stanza — [487, 88, 633, 168]
poem-line: Never to meet on earth again. — [511, 325, 610, 335]
article-paragraph: Now I took the shortest way to dispose of Ben. If I had grumbled out after this fashion: 'You know I'm busy, and can't be bothered!' he would have pulled my apron, and fretted for at least twenty minutes; and at the end of which time I might have punished him, for aught I know. And, just think of it, I should have lost the sweet satisfaction of having him look up into my eyes with those pretty blue orbs of his and say, 'I'm so glad, mamma—so glad you fixed my mocsick—so glad I Toot, toot! I loves my mamma; and I sees little Bennie in mamma's eyes!' — [801, 1291, 947, 1448]
poem-stanza — [487, 392, 633, 482]
poem-line: There ceased the ever-quivering lyre, — [501, 432, 625, 442]
article-paragraph: 'Do you mean to tell me that I have forgotten how to spell?' he asked. — [801, 481, 947, 502]
article-paragraph: Oh, can we remember this, I wonder? Yes, you say, but it sounds harder this last. You wish I hadn't said it. Why didn't I leave off with the lullaby? Why did I take up the wail? — [958, 215, 1105, 268]
article-paragraph: 'But, Syd, I do think there is an insipid germ of jealousy in every man's nature that needs very little coaxing to sprout and grow luxuriantly; a single breath will blow the spark into a flame.' — [16, 531, 162, 584]
article-paragraph: 'Well, I think that is certainly very sad; but, dear, you must not judge hastily. One can never entirely depend on newspaper accounts, especially in family quarrels. Remember, there are always two sides to a question; wait till you hear them both before you judge.' — [16, 259, 162, 333]
article-paragraph: 'You see it, then?' — [968, 320, 1028, 331]
poem-line: The wonder of the silence throne — [501, 610, 611, 620]
poem-line: Like the shadows on the dial — [501, 215, 597, 225]
poem-line: And woke the chorus of the sky — [501, 660, 607, 670]
article-paragraph: 'Really, Baby,' said he, 'this Signor must be a paragon. Now, seriously, I can't say I fancy those singing teachers.' — [173, 351, 319, 383]
article-paragraph: 'Missed the first time—ha! ha!' he roared, slapping his leg. — [801, 345, 947, 366]
article-paragraph: 'Who's got a freckled face, you old turkey-buzzard?' — [801, 794, 947, 816]
poem-line: Had laid their crowns at their feet? — [511, 576, 627, 586]
subheading: [There was silence in heaven for the space of half-an-hour.] — [487, 369, 633, 389]
article-paragraph: 'Reason? Why, Babie, you couldn't make me jealous, whatever you did.' — [16, 437, 162, 458]
article-paragraph: So she married him in spite of them all and then for she had no reason to regret her choice. She was indeed a pretty picture as, after her husband's departure, she went leisurely from room to room of her charming house, striking a few chords on the piano as she passed; taking up and reading a few lines in the most inquisitive way that lay on the table; feeding and petting her birds and watering some pots of exquisite flowers that stood in the window of her favourite sitting room. — [16, 886, 162, 1012]
article-paragraph: The above conversation took place in the cosy little breakfast-room of the prettiest little cottage in Ivy-terrace; and Syd Allsire and his charming wife were surely as happy a couple as one could find. Although they had been married more than a year, a visitor to their home-nest would scarcely imagine the honeymoon to be over, so thoughtful and attentive still was he—so loving and devoted still was she. It had been eminently a love-match, at which many of their friends had wondered, many more had sneered—for the husband, while remarkably handsome and a finely educated man, and in every respect a noble fellow, was only a bank clerk on a moderate salary, while Ethel Lynch, the belle and beauty of the season, was the happy possessor of a hundred thousand in her own right. But, as she very truly said, so long as she loved Syd better than anybody else, she couldn't for the life of her understand what difference it made which one of them had the money. — [16, 625, 162, 887]
article-paragraph: 'Yes, it sounded very well; but what silly nonsense it was. I should think you would dislike singing it.' — [173, 905, 319, 937]
subheading: [From the Detroit Free Press] — [825, 123, 923, 133]
article-paragraph: 'Mamma, mamma, fix my mocsick-box, won't you?' And little four-year-old Ben trotted up and laid a dilapidated mouth-organ on my lap. — [801, 1144, 947, 1187]
article-paragraph: Ethel was improving, certainly. She sang selections from the operas in quite an artistic manner, and pathetic little ballads in a style that almost brought tears to one's eyes. One day, having a severe headache, Sydney left the bank early, and going home found his wife at taking her singing lesson. Not caring to interrupt her, he threw himself on a sofa in the back parlour, and listened as the lesson progressed. They were singing a duet, and the voices rang out clear and sweet, first answering each other, and then blending in complete and exquisite harmony. Tell me thou lovest me. — [173, 612, 319, 770]
article-paragraph: A Brooklyn writer goes so far as to say: 'The belles you read of are the belles to avoid; the belles of whom you hear not are the belles to make your home bright, if you possess them. There are hundreds of these in quiet and elegant residences. Whether mothers or grandmothers, they have some of the spiritual bloom of their younger days left. Their loveliness does not disappear in the bath, and is not put on again before breakfast. Their beauty is not of the surface simply. They do not go out of fashion, for their fashion is that of nature. Pleasant remembrances have they of their girlish time. They do not recall, as other belles may, the maddening waltz in the flushes of the dawn, the late supper, and the glass too much of champagne, the stolen kiss, and the burning blushes hours after. Perhaps they have been overstrained; perhaps the latter half of the nineteenth century has not entered into them enough; perhaps they are prudes; perhaps they have not contrived to fulfil their glorious privilege of liberty. They are, nevertheless, good, pure, genuine women, whether they be girls or mothers or grandmothers.' — [330, 1302, 476, 1595]
poem-line: Who so hushed range forever swell, — [501, 412, 621, 422]
article-paragraph: According to a London doctor, black eyes and deceit go together in women. — [330, 1617, 476, 1639]
poem-line: Was it as all who, fought with blood, — [501, 566, 624, 576]
poem-line: Lingers still our parting hour; — [511, 225, 610, 235]
article-paragraph: The farmer boy smiled—one of those blossoming smiles which told of green fields and moss-fringed brooks. — [644, 1582, 790, 1614]
poem-line: Never to meet on earth again. — [511, 201, 610, 211]
article-heading: A Fight with a Rocking-Chair. — [966, 366, 1097, 398]
article-paragraph: 'That's a lie!' — [811, 648, 855, 659]
article-paragraph: 'Does Waschtel sing?' said her husband. — [16, 1712, 162, 1734]
article-paragraph: The other evening, old Mr. and Mrs. Coffin who live on Brush street, sat in their cosy back parlor, he reading his paper and she knitting, while the family cat, stretched out under the stove, sighed and felt sorry for cats not so well fixed. It was a happy, contented household, and there was love in his heart as Mr. Coffin put down the newspaper and remarked: 'I see that the whole country is becoming excited about spelling-schools.' — [801, 136, 947, 251]
article-paragraph: A Chicago preacher has lost ... a girl in the fourth story and drove her with a bed-cord. He says that sixty any slanders about him. — [958, 1206, 1105, 1248]
